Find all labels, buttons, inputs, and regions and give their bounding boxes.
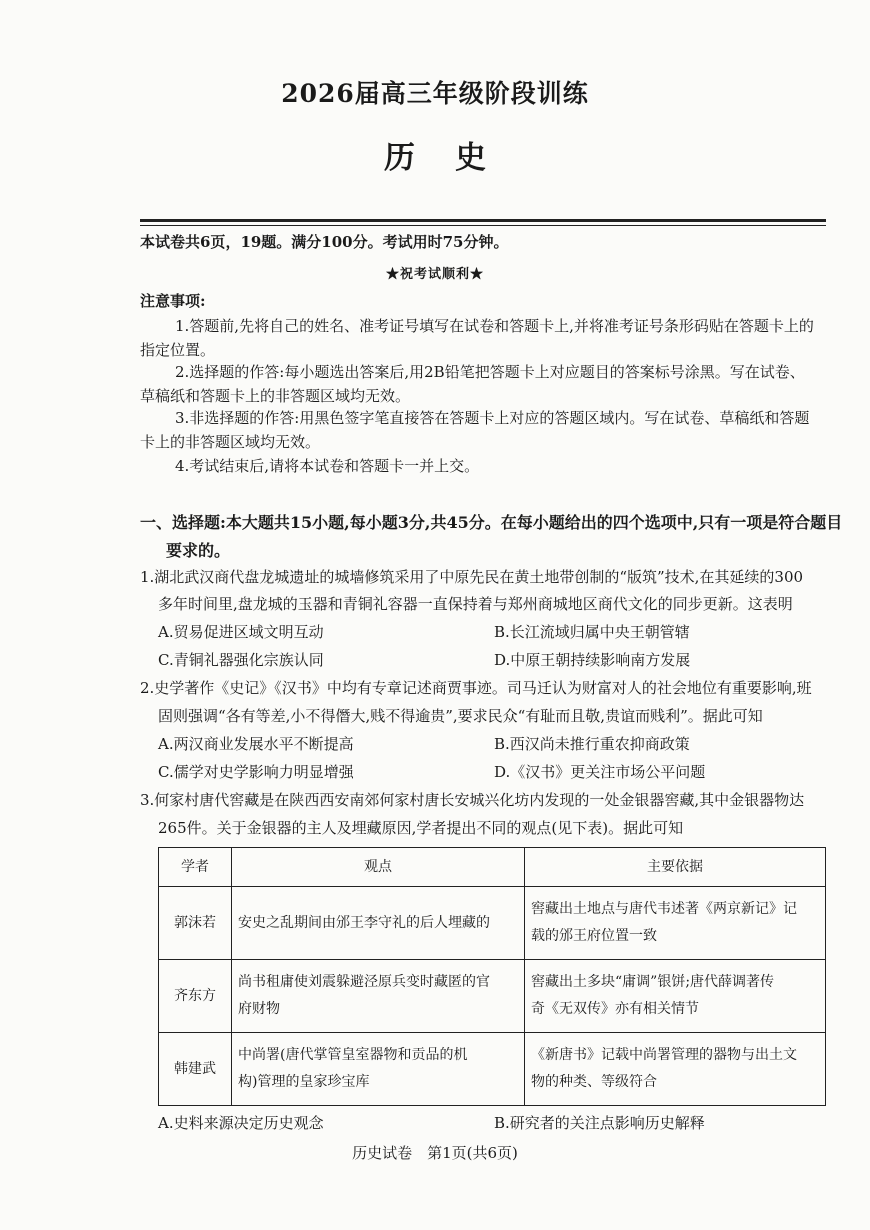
scholar-cell: 郭沫若 xyxy=(159,887,232,960)
cell-line: 安史之乱期间由邠王李守礼的后人埋藏的 xyxy=(238,914,490,931)
cell-line: 构)管理的皇家珍宝库 xyxy=(238,1074,370,1090)
basis-cell xyxy=(525,1033,826,1106)
header-rule-thick xyxy=(140,219,826,222)
view-cell xyxy=(232,887,525,960)
q1-option-c: C.青铜礼器强化宗族认同 xyxy=(158,651,324,669)
note-line: 卡上的非答题区域均无效。 xyxy=(140,433,321,451)
table-header: 学者 xyxy=(159,848,232,887)
table-header: 观点 xyxy=(232,848,525,887)
q3-stem-cont: 265件。关于金银器的主人及埋藏原因,学者提出不同的观点(见下表)。据此可知 xyxy=(158,819,684,837)
note-line: 4.考试结束后,请将本试卷和答题卡一并上交。 xyxy=(175,457,480,475)
q3-option-b: B.研究者的关注点影响历史解释 xyxy=(494,1114,705,1132)
note-line: 3.非选择题的作答:用黑色签字笔直接答在答题卡上对应的答题区域内。写在试卷、草稿纸和答题 xyxy=(175,409,810,427)
cell-line: 窖藏出土地点与唐代韦述著《两京新记》记 xyxy=(531,901,797,917)
subject-title: 历史 xyxy=(384,140,526,176)
section-heading: 一、选择题:本大题共15小题,每小题3分,共45分。在每小题给出的四个选项中,只有一项是符合题目 xyxy=(140,513,843,532)
cell-line: 载的邠王府位置一致 xyxy=(531,928,657,944)
q3-stem: 3.何家村唐代窖藏是在陕西西安南郊何家村唐长安城兴化坊内发现的一处金银器窖藏,其中金银器物达 xyxy=(140,791,805,809)
q1-option-a: A.贸易促进区域文明互动 xyxy=(158,623,324,641)
cell-line: 府财物 xyxy=(238,1001,280,1017)
q2-option-c: C.儒学对史学影响力明显增强 xyxy=(158,763,354,781)
page-footer: 历史试卷 第1页(共6页) xyxy=(352,1144,518,1162)
view-cell xyxy=(232,960,525,1033)
q2-option-b: B.西汉尚未推行重农抑商政策 xyxy=(494,735,690,753)
table-row xyxy=(159,887,826,960)
scholar-cell: 齐东方 xyxy=(159,960,232,1033)
note-line: 指定位置。 xyxy=(140,341,216,359)
cell-line: 奇《无双传》亦有相关情节 xyxy=(531,1001,699,1017)
note-line: 2.选择题的作答:每小题选出答案后,用2B铅笔把答题卡上对应题目的答案标号涂黑。写在试卷、 xyxy=(175,363,805,381)
notes-heading: 注意事项: xyxy=(140,292,206,310)
table-header: 主要依据 xyxy=(525,848,826,887)
view-cell xyxy=(232,1033,525,1106)
basis-cell xyxy=(525,887,826,960)
q1-option-b: B.长江流域归属中央王朝管辖 xyxy=(494,623,690,641)
scholar-views-table xyxy=(158,847,826,1106)
basis-cell xyxy=(525,960,826,1033)
cell-line: 尚书租庸使刘震躲避泾原兵变时藏匿的官 xyxy=(238,974,490,990)
scholar-cell: 韩建武 xyxy=(159,1033,232,1106)
note-line: 草稿纸和答题卡上的非答题区域均无效。 xyxy=(140,387,411,405)
q3-option-a: A.史料来源决定历史观念 xyxy=(158,1114,324,1132)
q2-stem-cont: 固则强调“各有等差,小不得僭大,贱不得逾贵”,要求民众“有耻而且敬,贵谊而贱利”。据此可知 xyxy=(158,707,763,725)
exam-info: 本试卷共6页，19题。满分100分。考试用时75分钟。 xyxy=(140,233,509,251)
section-heading-cont: 要求的。 xyxy=(166,541,231,560)
cell-line: 中尚署(唐代掌管皇室器物和贡品的机 xyxy=(238,1047,468,1063)
table-row xyxy=(159,960,826,1033)
table-header-row xyxy=(159,848,826,887)
cell-line: 《新唐书》记载中尚署管理的器物与出土文 xyxy=(531,1047,797,1063)
exam-title: 2026届高三年级阶段训练 xyxy=(281,79,589,108)
q2-option-a: A.两汉商业发展水平不断提高 xyxy=(158,735,354,753)
q1-stem: 1.湖北武汉商代盘龙城遗址的城墙修筑采用了中原先民在黄土地带创制的“版筑”技术,在其延续的300 xyxy=(140,568,804,586)
q2-stem: 2.史学著作《史记》《汉书》中均有专章记述商贾事迹。司马迁认为财富对人的社会地位有重要影响,班 xyxy=(140,679,812,697)
table-row xyxy=(159,1033,826,1106)
cell-line: 物的种类、等级符合 xyxy=(531,1074,657,1090)
header-rule-thin xyxy=(140,225,826,226)
cell-line: 窖藏出土多块“庸调”银饼;唐代薛调著传 xyxy=(531,974,775,990)
q1-stem-cont: 多年时间里,盘龙城的玉器和青铜礼容器一直保持着与郑州商城地区商代文化的同步更新。这表明 xyxy=(158,595,793,613)
note-line: 1.答题前,先将自己的姓名、准考证号填写在试卷和答题卡上,并将准考证号条形码贴在答题卡上的 xyxy=(175,317,814,335)
good-luck-line: ★祝考试顺利★ xyxy=(385,267,484,282)
q1-option-d: D.中原王朝持续影响南方发展 xyxy=(494,651,691,669)
q2-option-d: D.《汉书》更关注市场公平问题 xyxy=(494,763,706,781)
